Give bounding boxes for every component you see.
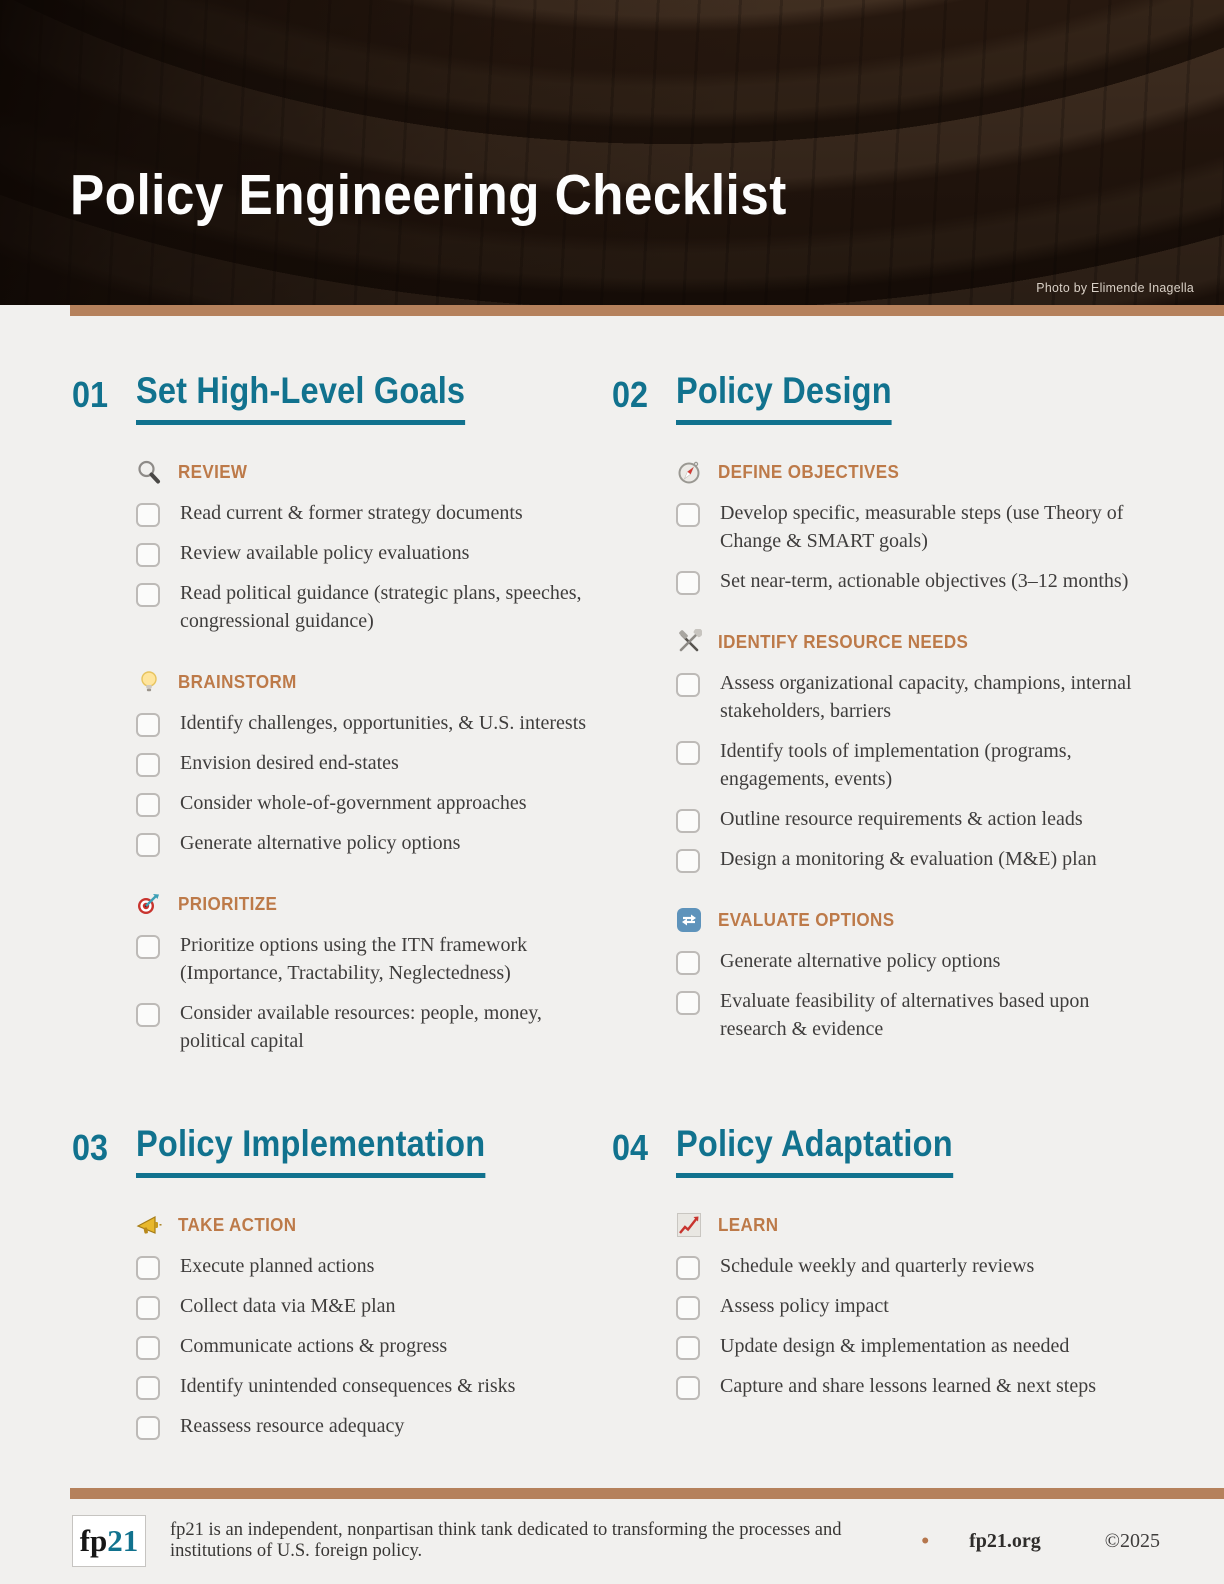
footer-tagline: fp21 is an independent, nonpartisan think tank dedicated to transforming the processes and institutions of U.S. foreign policy. — [170, 1520, 842, 1561]
group-learn — [676, 1212, 1152, 1400]
chart-up-icon — [676, 1212, 702, 1238]
item-label: Reassess resource adequacy — [180, 1414, 405, 1437]
checkbox[interactable] — [136, 1003, 160, 1027]
checkbox[interactable] — [676, 1376, 700, 1400]
checkbox[interactable] — [676, 849, 700, 873]
item-label: Identify tools of implementation (programs, engagements, events) — [720, 739, 1072, 790]
section-policy-design — [612, 372, 1152, 1055]
checklist-item — [136, 999, 612, 1055]
group-take-action — [136, 1212, 612, 1440]
checkbox[interactable] — [136, 713, 160, 737]
item-label: Consider whole-of-government approaches — [180, 791, 527, 814]
checklist-item — [136, 1292, 612, 1320]
checkbox[interactable] — [676, 571, 700, 595]
group-label: IDENTIFY RESOURCE NEEDS — [718, 630, 969, 652]
group-label: REVIEW — [178, 460, 248, 482]
item-label: Communicate actions & progress — [180, 1334, 448, 1357]
checkbox[interactable] — [676, 991, 700, 1015]
checklist-item — [676, 499, 1152, 555]
checklist-item — [136, 579, 612, 635]
checkbox[interactable] — [676, 673, 700, 697]
checklist-item — [676, 737, 1152, 793]
item-label: Collect data via M&E plan — [180, 1294, 396, 1317]
group-define-objectives — [676, 459, 1152, 595]
checklist-item — [676, 567, 1152, 595]
checklist-item — [676, 845, 1152, 873]
section-number: 01 — [72, 374, 109, 415]
checklist-item — [136, 789, 612, 817]
item-label: Assess policy impact — [720, 1294, 889, 1317]
checklist-item — [676, 805, 1152, 833]
item-label: Assess organizational capacity, champions, internal stakeholders, barriers — [720, 671, 1132, 722]
checklist-item — [136, 749, 612, 777]
checkbox[interactable] — [136, 543, 160, 567]
section-number: 04 — [612, 1126, 649, 1168]
fp21-org-link[interactable]: fp21.org — [969, 1529, 1041, 1552]
group-label: PRIORITIZE — [178, 892, 278, 914]
bullet-separator: • — [921, 1528, 930, 1553]
checkbox[interactable] — [136, 793, 160, 817]
magnifier-icon — [136, 459, 162, 485]
page-title: Policy Engineering Checklist — [70, 163, 787, 227]
item-label: Envision desired end-states — [180, 751, 399, 774]
checkbox[interactable] — [136, 753, 160, 777]
checkbox[interactable] — [136, 1376, 160, 1400]
checkbox[interactable] — [136, 503, 160, 527]
checklist-item — [136, 1252, 612, 1280]
item-label: Outline resource requirements & action leads — [720, 807, 1083, 830]
logo-text-21: 21 — [107, 1523, 139, 1558]
checkbox[interactable] — [676, 1256, 700, 1280]
item-label: Execute planned actions — [180, 1254, 375, 1277]
checkbox[interactable] — [136, 1336, 160, 1360]
item-label: Design a monitoring & evaluation (M&E) plan — [720, 847, 1097, 870]
photo-credit: Photo by Elimende Inagella — [1036, 280, 1194, 295]
section-title: Set High-Level Goals — [136, 372, 612, 425]
copyright: ©2025 — [1104, 1529, 1160, 1552]
checkbox[interactable] — [676, 503, 700, 527]
checklist-item — [676, 987, 1152, 1043]
checkbox[interactable] — [676, 951, 700, 975]
section-title: Policy Adaptation — [676, 1125, 1152, 1178]
checklist-item — [136, 1412, 612, 1440]
fp21-logo — [72, 1515, 146, 1567]
header-divider-rule — [70, 305, 1224, 316]
checkbox[interactable] — [136, 1296, 160, 1320]
checklist-item — [676, 669, 1152, 725]
section-set-high-level-goals — [72, 372, 612, 1067]
item-label: Identify unintended consequences & risks — [180, 1374, 516, 1397]
item-label: Consider available resources: people, money, political capital — [180, 1001, 542, 1052]
item-label: Set near-term, actionable objectives (3–12 months) — [720, 569, 1129, 592]
item-label: Schedule weekly and quarterly reviews — [720, 1254, 1035, 1277]
checklist-item — [136, 499, 612, 527]
checklist-item — [676, 947, 1152, 975]
group-brainstorm — [136, 669, 612, 857]
checklist-item — [136, 709, 612, 737]
compass-icon — [676, 459, 702, 485]
checkbox[interactable] — [136, 935, 160, 959]
checklist-item — [136, 829, 612, 857]
megaphone-icon — [136, 1212, 162, 1238]
section-policy-implementation — [72, 1122, 612, 1452]
group-review — [136, 459, 612, 635]
item-label: Review available policy evaluations — [180, 541, 470, 564]
logo-text-fp: fp — [79, 1523, 108, 1558]
group-label: TAKE ACTION — [178, 1213, 297, 1235]
group-label: DEFINE OBJECTIVES — [718, 460, 900, 482]
section-number: 03 — [72, 1126, 109, 1168]
checkbox[interactable] — [136, 1416, 160, 1440]
group-label: BRAINSTORM — [178, 670, 297, 692]
section-number: 02 — [612, 374, 649, 415]
item-label: Identify challenges, opportunities, & U.S. interests — [180, 711, 587, 734]
target-icon — [136, 891, 162, 917]
checkbox[interactable] — [676, 809, 700, 833]
item-label: Evaluate feasibility of alternatives based upon research & evidence — [720, 989, 1090, 1040]
repeat-icon — [676, 907, 702, 933]
checkbox[interactable] — [676, 741, 700, 765]
item-label: Prioritize options using the ITN framework (Importance, Tractability, Neglectedness) — [180, 933, 528, 984]
checkbox[interactable] — [676, 1336, 700, 1360]
tools-icon — [676, 629, 702, 655]
item-label: Read current & former strategy documents — [180, 501, 523, 524]
hero-header-photo — [0, 0, 1224, 305]
group-prioritize — [136, 891, 612, 1055]
checkbox[interactable] — [136, 1256, 160, 1280]
checklist-item — [676, 1292, 1152, 1320]
checklist-item — [136, 539, 612, 567]
item-label: Update design & implementation as needed — [720, 1334, 1070, 1357]
item-label: Generate alternative policy options — [180, 831, 461, 854]
group-identify-resource-needs — [676, 629, 1152, 873]
checkbox[interactable] — [676, 1296, 700, 1320]
checklist-grid — [0, 316, 1224, 1452]
footer — [0, 1488, 1224, 1584]
checkbox[interactable] — [136, 833, 160, 857]
item-label: Capture and share lessons learned & next steps — [720, 1374, 1097, 1397]
checklist-item — [676, 1332, 1152, 1360]
item-label: Generate alternative policy options — [720, 949, 1001, 972]
checklist-item — [136, 931, 612, 987]
section-policy-adaptation — [612, 1122, 1152, 1412]
group-label: EVALUATE OPTIONS — [718, 908, 895, 930]
section-title: Policy Implementation — [136, 1125, 612, 1178]
group-evaluate-options — [676, 907, 1152, 1043]
checklist-item — [676, 1372, 1152, 1400]
group-label: LEARN — [718, 1213, 779, 1235]
footer-divider-rule — [70, 1488, 1224, 1499]
lightbulb-icon — [136, 669, 162, 695]
checkbox[interactable] — [136, 583, 160, 607]
item-label: Develop specific, measurable steps (use Theory of Change & SMART goals) — [720, 501, 1124, 552]
checklist-item — [136, 1332, 612, 1360]
checklist-item — [676, 1252, 1152, 1280]
item-label: Read political guidance (strategic plans, speeches, congressional guidance) — [180, 581, 582, 632]
checklist-item — [136, 1372, 612, 1400]
section-title: Policy Design — [676, 372, 1152, 425]
